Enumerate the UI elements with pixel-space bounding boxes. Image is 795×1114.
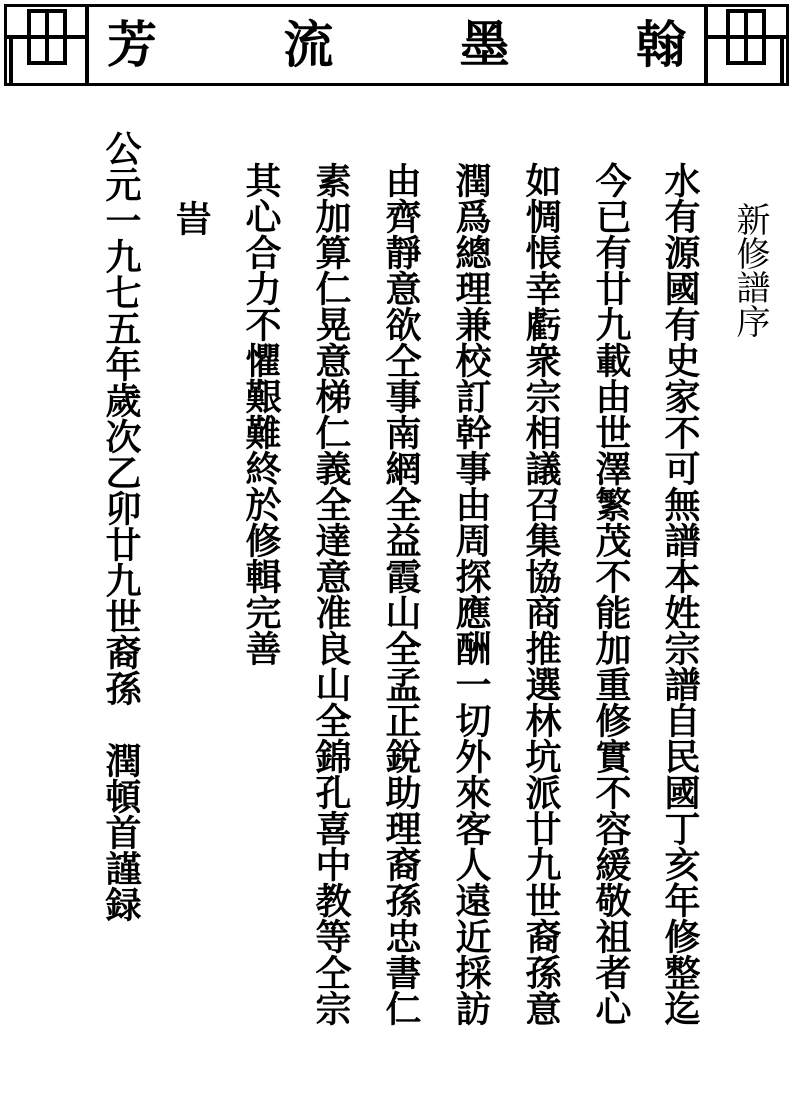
- preface-line-3: 如惆悵幸虧衆宗相議召集協商推選林坑派廿九世裔孫意: [520, 162, 562, 1026]
- fret-ornament-left-icon: [7, 7, 93, 83]
- preface-line-2: 今已有廿九載由世澤繁茂不能加重修實不容緩敬祖者心: [590, 162, 632, 1026]
- preface-line-7: 其心合力不懼艱難終於修輯完善: [240, 162, 282, 666]
- preface-line-6: 素加算仁晃意梯仁義全達意准良山全錦孔喜中教等仝宗: [310, 162, 352, 1026]
- banner-char-1: 芳: [107, 15, 157, 74]
- preface-line-9: 公元一九七五年歲次乙卯廿九世裔孫 潤頓首謹録: [100, 130, 142, 922]
- preface-title: 新修譜序: [730, 202, 770, 338]
- banner-title: [97, 7, 696, 83]
- banner-char-3: 墨: [459, 15, 510, 74]
- preface-text: [0, 120, 795, 1110]
- preface-line-8: 旹: [170, 200, 212, 236]
- header-banner: [4, 4, 789, 86]
- preface-line-1: 水有源國有史家不可無譜本姓宗譜自民國丁亥年修整迄: [659, 162, 701, 1026]
- fret-ornament-right-icon: [700, 7, 786, 83]
- preface-line-5: 由齊靜意欲仝事南網全益霞山全孟正銳助理裔孫忠書仁: [380, 162, 422, 1026]
- banner-char-4: 翰: [635, 15, 686, 74]
- preface-line-4: 潤爲總理兼校訂幹事由周探應酬一切外來客人遠近採訪: [450, 162, 492, 1026]
- banner-char-2: 流: [283, 15, 334, 74]
